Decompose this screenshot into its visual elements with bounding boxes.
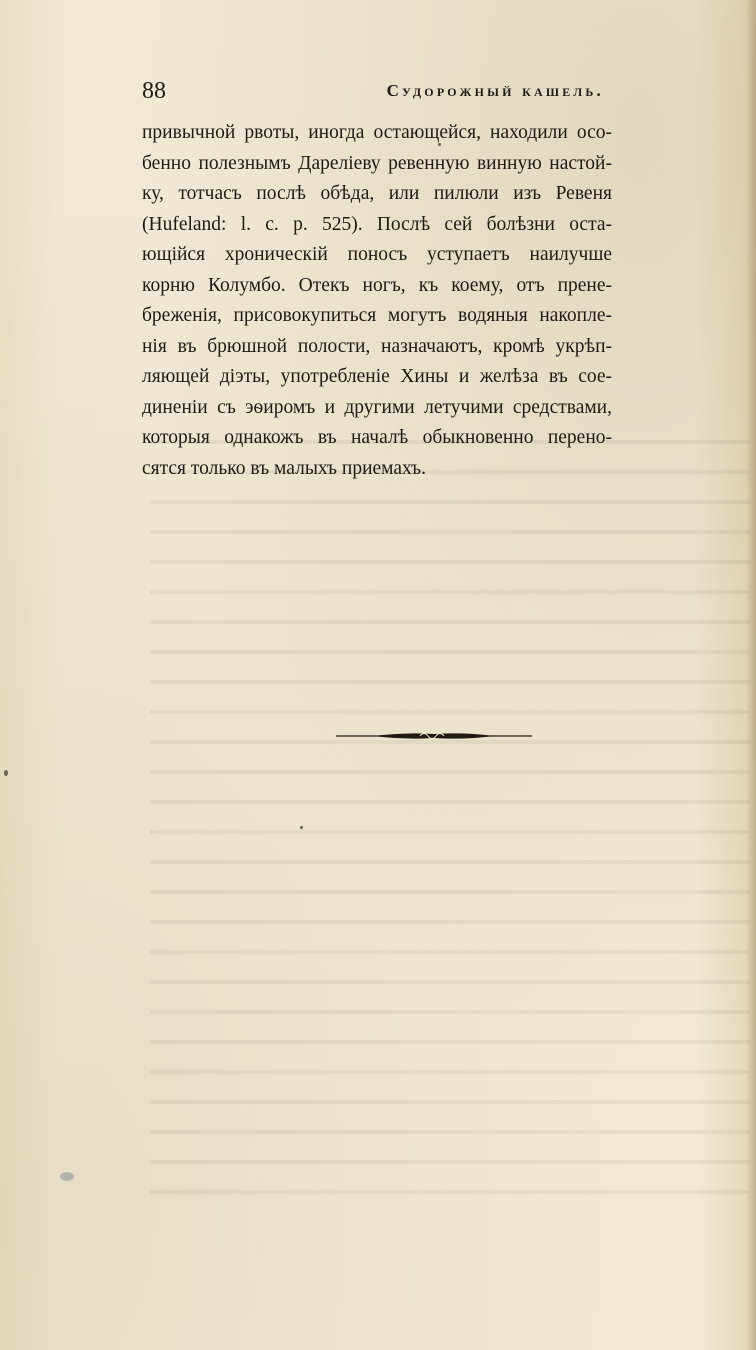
show-through-texture xyxy=(150,440,750,1200)
text-line: ющійся хроническій поносъ уступаетъ наилучше xyxy=(142,244,612,265)
ink-speck xyxy=(300,826,303,829)
page-edge-shadow xyxy=(746,0,756,1350)
ink-speck xyxy=(60,1172,74,1181)
text-line: (Hufeland: l. c. p. 525). Послѣ сей болѣзни оста- xyxy=(142,213,612,235)
text-line: бенно полезнымъ Дареліеву ревенную винную настой- xyxy=(142,152,612,174)
text-line: нія въ брюшной полости, назначаютъ, кромѣ укрѣп- xyxy=(142,335,612,357)
text-line: корню Колумбо. Отекъ ногъ, къ коему, отъ прене- xyxy=(142,274,612,296)
page-number: 88 xyxy=(142,78,166,104)
body-text xyxy=(142,118,612,484)
text-line: ляющей діэты, употребленіе Хины и желѣза въ сое- xyxy=(142,366,612,387)
text-line: ку, тотчасъ послѣ обѣда, или пилюли изъ Ревеня xyxy=(142,183,612,204)
ink-speck xyxy=(4,770,8,776)
text-line: бреженія, присовокупиться могутъ водяныя накопле- xyxy=(142,305,612,326)
text-line: привычной рвоты, иногда остающейся, находили осо- xyxy=(142,122,612,143)
text-line: диненіи съ эѳиромъ и другими летучими средствами, xyxy=(142,396,612,418)
section-end-ornament xyxy=(334,726,534,746)
text-line: сятся только въ малыхъ приемахъ. xyxy=(142,457,426,479)
ink-speck xyxy=(438,143,441,146)
running-head: Судорожный кашель. xyxy=(386,81,604,100)
page-header xyxy=(142,76,604,106)
text-line: которыя однакожъ въ началѣ обыкновенно перено- xyxy=(142,427,612,448)
